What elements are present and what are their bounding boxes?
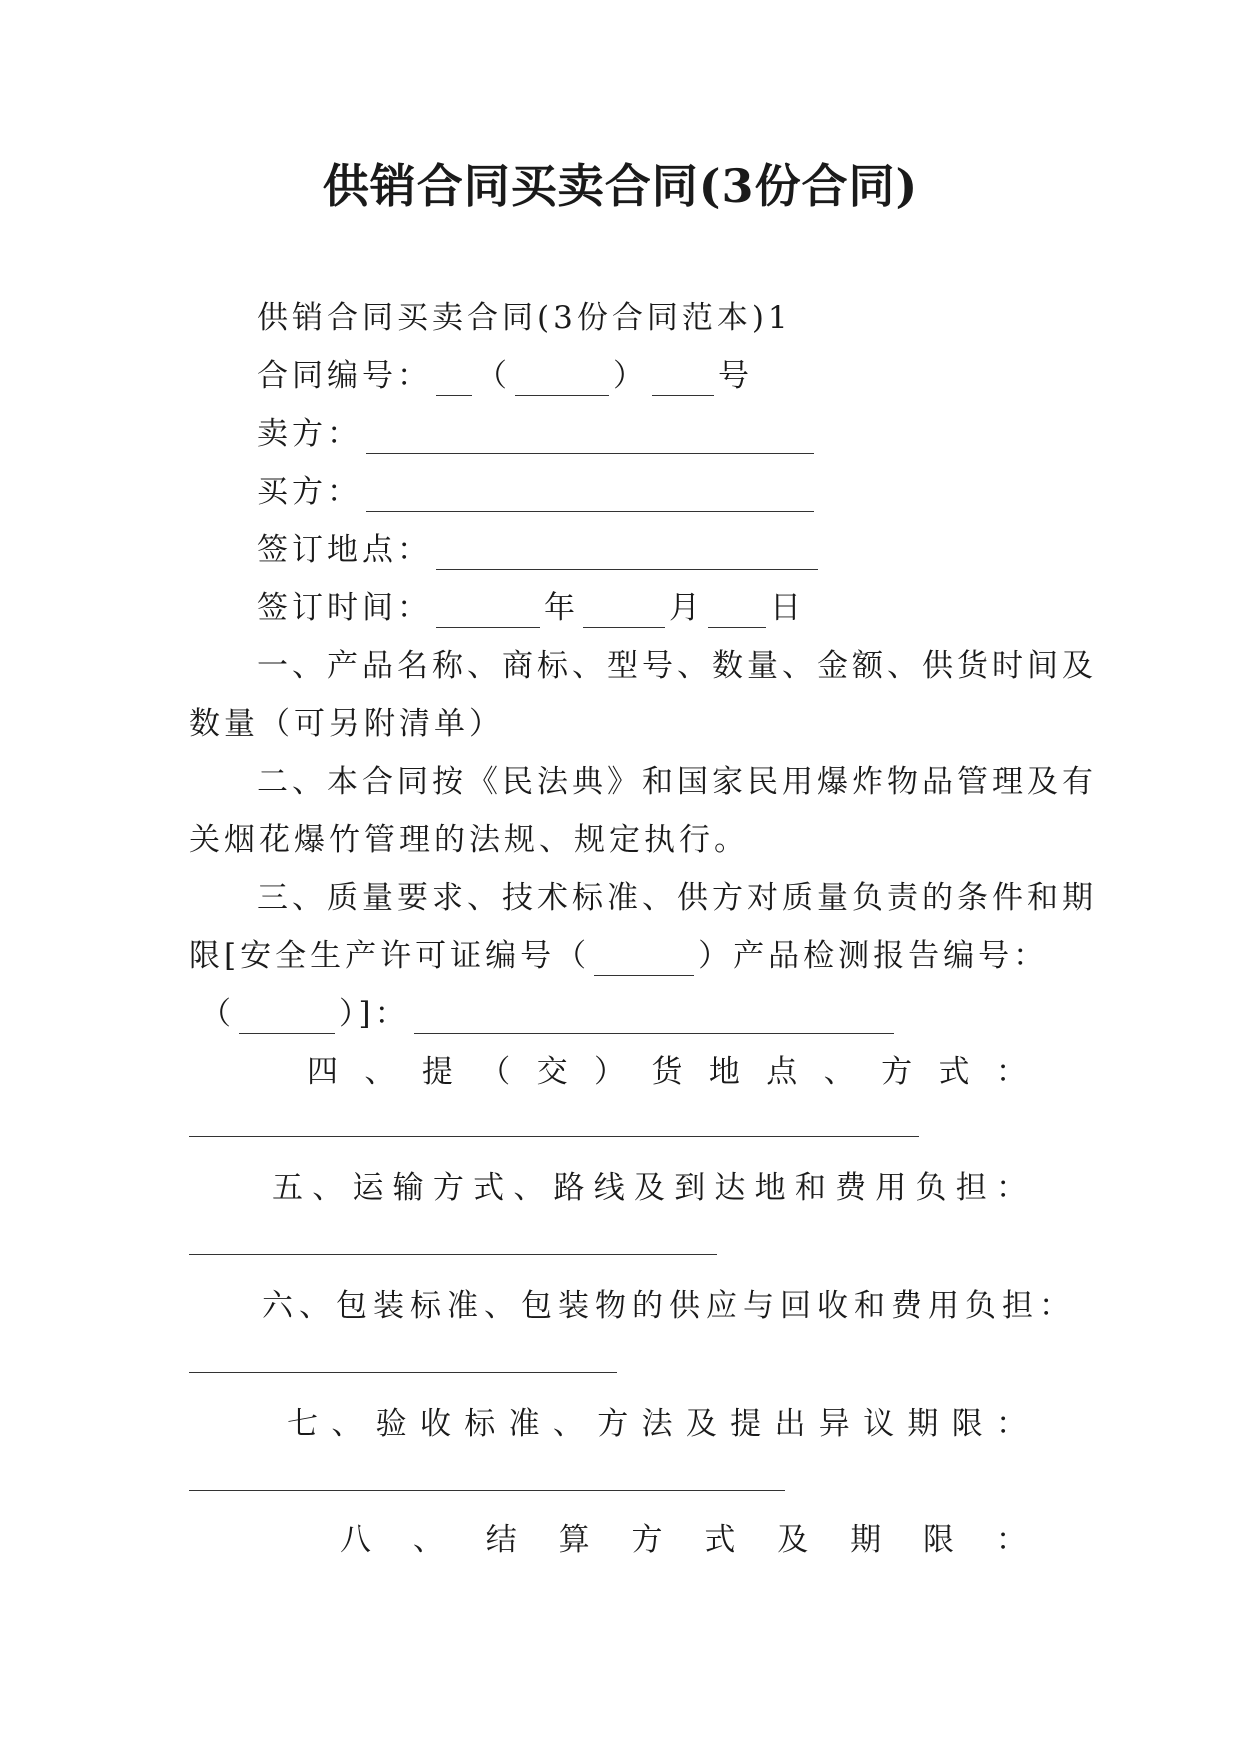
clause-4-char: ） (594, 1054, 626, 1090)
month-field[interactable] (583, 593, 665, 628)
clause-7-field[interactable] (189, 1490, 785, 1491)
buyer-label: 买方： (257, 474, 362, 510)
month-label: 月 (669, 590, 704, 626)
clause-4-char: （ (479, 1054, 511, 1090)
clause-7-char: 验 (375, 1406, 407, 1442)
clause-8-char: 式 (704, 1522, 736, 1558)
clause-4-heading (307, 1052, 1027, 1092)
clause-7-char: 方 (597, 1406, 629, 1442)
clause-3-line-3 (200, 994, 898, 1034)
day-label: 日 (770, 590, 805, 626)
quality-requirements-field[interactable] (414, 999, 894, 1034)
clause-5-char: 到 (674, 1170, 706, 1206)
seller-label: 卖方： (257, 416, 362, 452)
clause-7-heading (287, 1404, 1027, 1444)
clause-7-char: 议 (863, 1406, 895, 1442)
signing-time-line (257, 588, 805, 628)
clause-6-field[interactable] (189, 1372, 617, 1373)
clause-3-report-label: ）产品检测报告编号： (698, 938, 1049, 974)
clause-8-char: 结 (485, 1522, 517, 1558)
clause-5-char: 、 (312, 1170, 344, 1206)
clause-4-char: 方 (881, 1054, 913, 1090)
clause-4-char: 、 (823, 1054, 855, 1090)
clause-5-char: 地 (754, 1170, 786, 1206)
clause-7-char: 标 (464, 1406, 496, 1442)
clause-8-char: 、 (412, 1522, 444, 1558)
clause-7-char: 异 (818, 1406, 850, 1442)
clause-3-line-1: 三、质量要求、技术标准、供方对质量负责的条件和期 (257, 880, 1097, 916)
safety-license-number-field[interactable] (594, 941, 694, 976)
clause-5-char: 负 (915, 1170, 947, 1206)
clause-7-char: 、 (331, 1406, 363, 1442)
clause-6-heading: 六、包装标准、包装物的供应与回收和费用负担： (262, 1288, 1076, 1324)
contract-number-blank-3[interactable] (652, 361, 714, 396)
buyer-field[interactable] (366, 477, 814, 512)
clause-7-char: 收 (419, 1406, 451, 1442)
clause-8-char: ： (995, 1522, 1027, 1558)
contract-number-blank-2[interactable] (515, 361, 609, 396)
contract-number-label: 合同编号： (257, 358, 432, 394)
clause-5-field[interactable] (189, 1254, 717, 1255)
clause-5-char: 、 (513, 1170, 545, 1206)
day-field[interactable] (708, 593, 766, 628)
clause-5-char: 方 (432, 1170, 464, 1206)
clause-7-char: 法 (641, 1406, 673, 1442)
contract-number-open: （ (476, 358, 511, 394)
contract-number-line (257, 356, 753, 396)
test-report-number-field[interactable] (239, 999, 335, 1034)
clause-5-char: 运 (352, 1170, 384, 1206)
clause-4-char: 地 (708, 1054, 740, 1090)
clause-4-char: 四 (307, 1054, 338, 1090)
contract-number-close: ） (613, 358, 648, 394)
document-title: 供销合同买卖合同(3份合同) (322, 159, 919, 213)
clause-5-char: ： (995, 1170, 1027, 1206)
seller-field[interactable] (366, 419, 814, 454)
clause-4-char: ： (995, 1054, 1027, 1090)
clause-7-char: ： (996, 1406, 1027, 1442)
clause-4-field[interactable] (189, 1136, 919, 1137)
clause-5-char: 五 (272, 1170, 303, 1206)
clause-5-char: 和 (794, 1170, 826, 1206)
clause-2-line-2: 关烟花爆竹管理的法规、规定执行。 (189, 822, 749, 858)
clause-4-char: 提 (421, 1054, 453, 1090)
clause-5-char: 线 (593, 1170, 625, 1206)
clause-7-char: 、 (552, 1406, 584, 1442)
seller-line (257, 414, 818, 454)
clause-5-char: 式 (473, 1170, 505, 1206)
clause-7-char: 提 (730, 1406, 762, 1442)
contract-number-blank-1[interactable] (436, 361, 472, 396)
signing-place-field[interactable] (436, 535, 818, 570)
signing-time-label: 签订时间： (257, 590, 432, 626)
clause-4-char: 、 (364, 1054, 396, 1090)
clause-3-line-2 (189, 936, 1048, 976)
clause-4-char: 货 (651, 1054, 683, 1090)
clause-8-char: 八 (340, 1522, 371, 1558)
clause-1-line-2: 数量（可另附清单） (189, 706, 504, 742)
clause-5-char: 用 (875, 1170, 907, 1206)
clause-5-char: 担 (955, 1170, 987, 1206)
clause-8-char: 及 (777, 1522, 809, 1558)
year-label: 年 (544, 590, 579, 626)
clause-7-char: 及 (685, 1406, 717, 1442)
clause-5-heading (272, 1168, 1027, 1208)
clause-1-line-1: 一、产品名称、商标、型号、数量、金额、供货时间及 (257, 648, 1097, 684)
clause-8-heading (340, 1520, 1027, 1560)
clause-7-char: 限 (951, 1406, 983, 1442)
year-field[interactable] (436, 593, 540, 628)
clause-8-char: 方 (631, 1522, 663, 1558)
clause-4-char: 点 (766, 1054, 798, 1090)
subtitle: 供销合同买卖合同(3份合同范本)1 (257, 300, 792, 336)
clause-5-char: 及 (633, 1170, 665, 1206)
clause-3-license-label: 限[安全生产许可证编号（ (189, 938, 591, 974)
clause-5-char: 输 (392, 1170, 424, 1206)
clause-4-char: 交 (536, 1054, 568, 1090)
clause-5-char: 达 (714, 1170, 746, 1206)
clause-8-char: 期 (850, 1522, 882, 1558)
clause-7-char: 准 (508, 1406, 540, 1442)
clause-7-char: 七 (287, 1406, 318, 1442)
clause-3-open: （ (200, 996, 235, 1032)
clause-8-char: 限 (923, 1522, 954, 1558)
clause-5-char: 路 (553, 1170, 585, 1206)
clause-7-char: 期 (907, 1406, 939, 1442)
contract-number-suffix: 号 (718, 358, 753, 394)
clause-3-close: ）]： (339, 996, 410, 1032)
signing-place-label: 签订地点： (257, 532, 432, 568)
clause-4-char: 式 (938, 1054, 970, 1090)
clause-2-line-1: 二、本合同按《民法典》和国家民用爆炸物品管理及有 (257, 764, 1097, 800)
buyer-line (257, 472, 818, 512)
clause-8-char: 算 (558, 1522, 590, 1558)
clause-7-char: 出 (774, 1406, 806, 1442)
signing-place-line (257, 530, 822, 570)
clause-5-char: 费 (835, 1170, 867, 1206)
